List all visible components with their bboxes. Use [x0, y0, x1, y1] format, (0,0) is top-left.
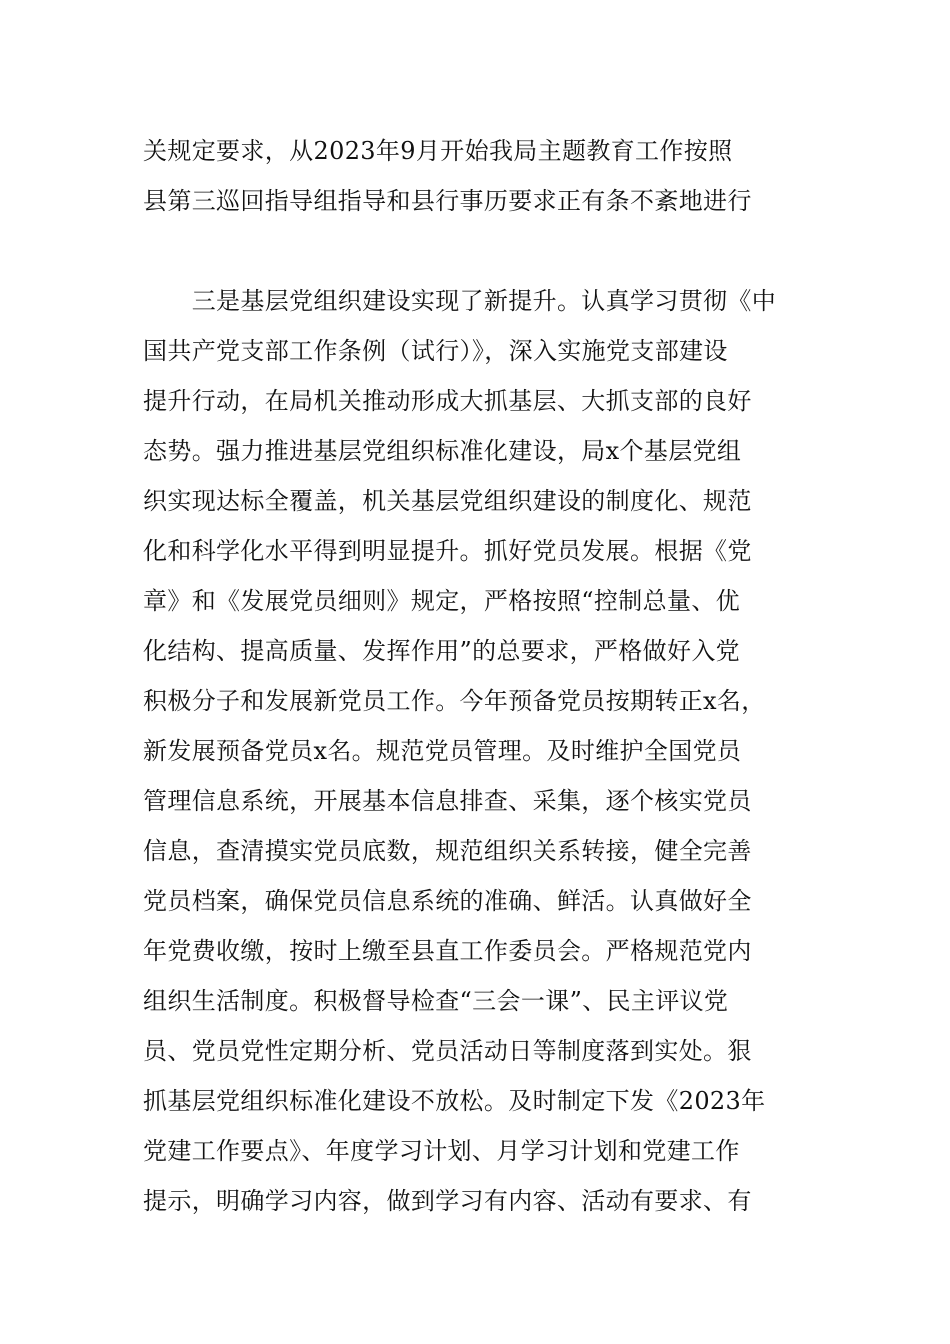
text-line: 化和科学化水平得到明显提升。抓好党员发展。根据《党	[143, 537, 752, 565]
text-line: 组织生活制度。积极督导检查“三会一课”、民主评议党	[143, 987, 729, 1015]
text-line: 关规定要求，从2023年9月开始我局主题教育工作按照	[143, 137, 733, 165]
text-line: 县第三巡回指导组指导和县行事历要求正有条不紊地进行	[143, 187, 752, 215]
text-line: 织实现达标全覆盖，机关基层党组织建设的制度化、规范	[143, 487, 752, 515]
paragraph-continuation	[143, 126, 752, 226]
text-line: 提升行动，在局机关推动形成大抓基层、大抓支部的良好	[143, 387, 752, 415]
text-line: 年党费收缴，按时上缴至县直工作委员会。严格规范党内	[143, 937, 752, 965]
text-line: 党员档案，确保党员信息系统的准确、鲜活。认真做好全	[143, 887, 752, 915]
text-line: 国共产党支部工作条例（试行）》，深入实施党支部建设	[143, 337, 728, 365]
paragraph-party-building	[143, 276, 776, 1226]
text-line: 信息，查清摸实党员底数，规范组织关系转接，健全完善	[143, 837, 752, 865]
text-line: 党建工作要点》、年度学习计划、月学习计划和党建工作	[143, 1137, 740, 1165]
text-line: 三是基层党组织建设实现了新提升。认真学习贯彻《中	[143, 287, 777, 315]
text-line: 化结构、提高质量、发挥作用”的总要求，严格做好入党	[143, 637, 741, 665]
text-line: 态势。强力推进基层党组织标准化建设，局x个基层党组	[143, 437, 742, 465]
text-line: 员、党员党性定期分析、党员活动日等制度落到实处。狠	[143, 1037, 752, 1065]
text-line: 提示，明确学习内容，做到学习有内容、活动有要求、有	[143, 1187, 752, 1215]
text-line: 积极分子和发展新党员工作。今年预备党员按期转正x名，	[143, 687, 766, 715]
text-line: 管理信息系统，开展基本信息排查、采集，逐个核实党员	[143, 787, 752, 815]
text-line: 新发展预备党员x名。规范党员管理。及时维护全国党员	[143, 737, 742, 765]
text-line: 抓基层党组织标准化建设不放松。及时制定下发《2023年	[143, 1087, 766, 1115]
text-line: 章》和《发展党员细则》规定，严格按照“控制总量、优	[143, 587, 741, 615]
